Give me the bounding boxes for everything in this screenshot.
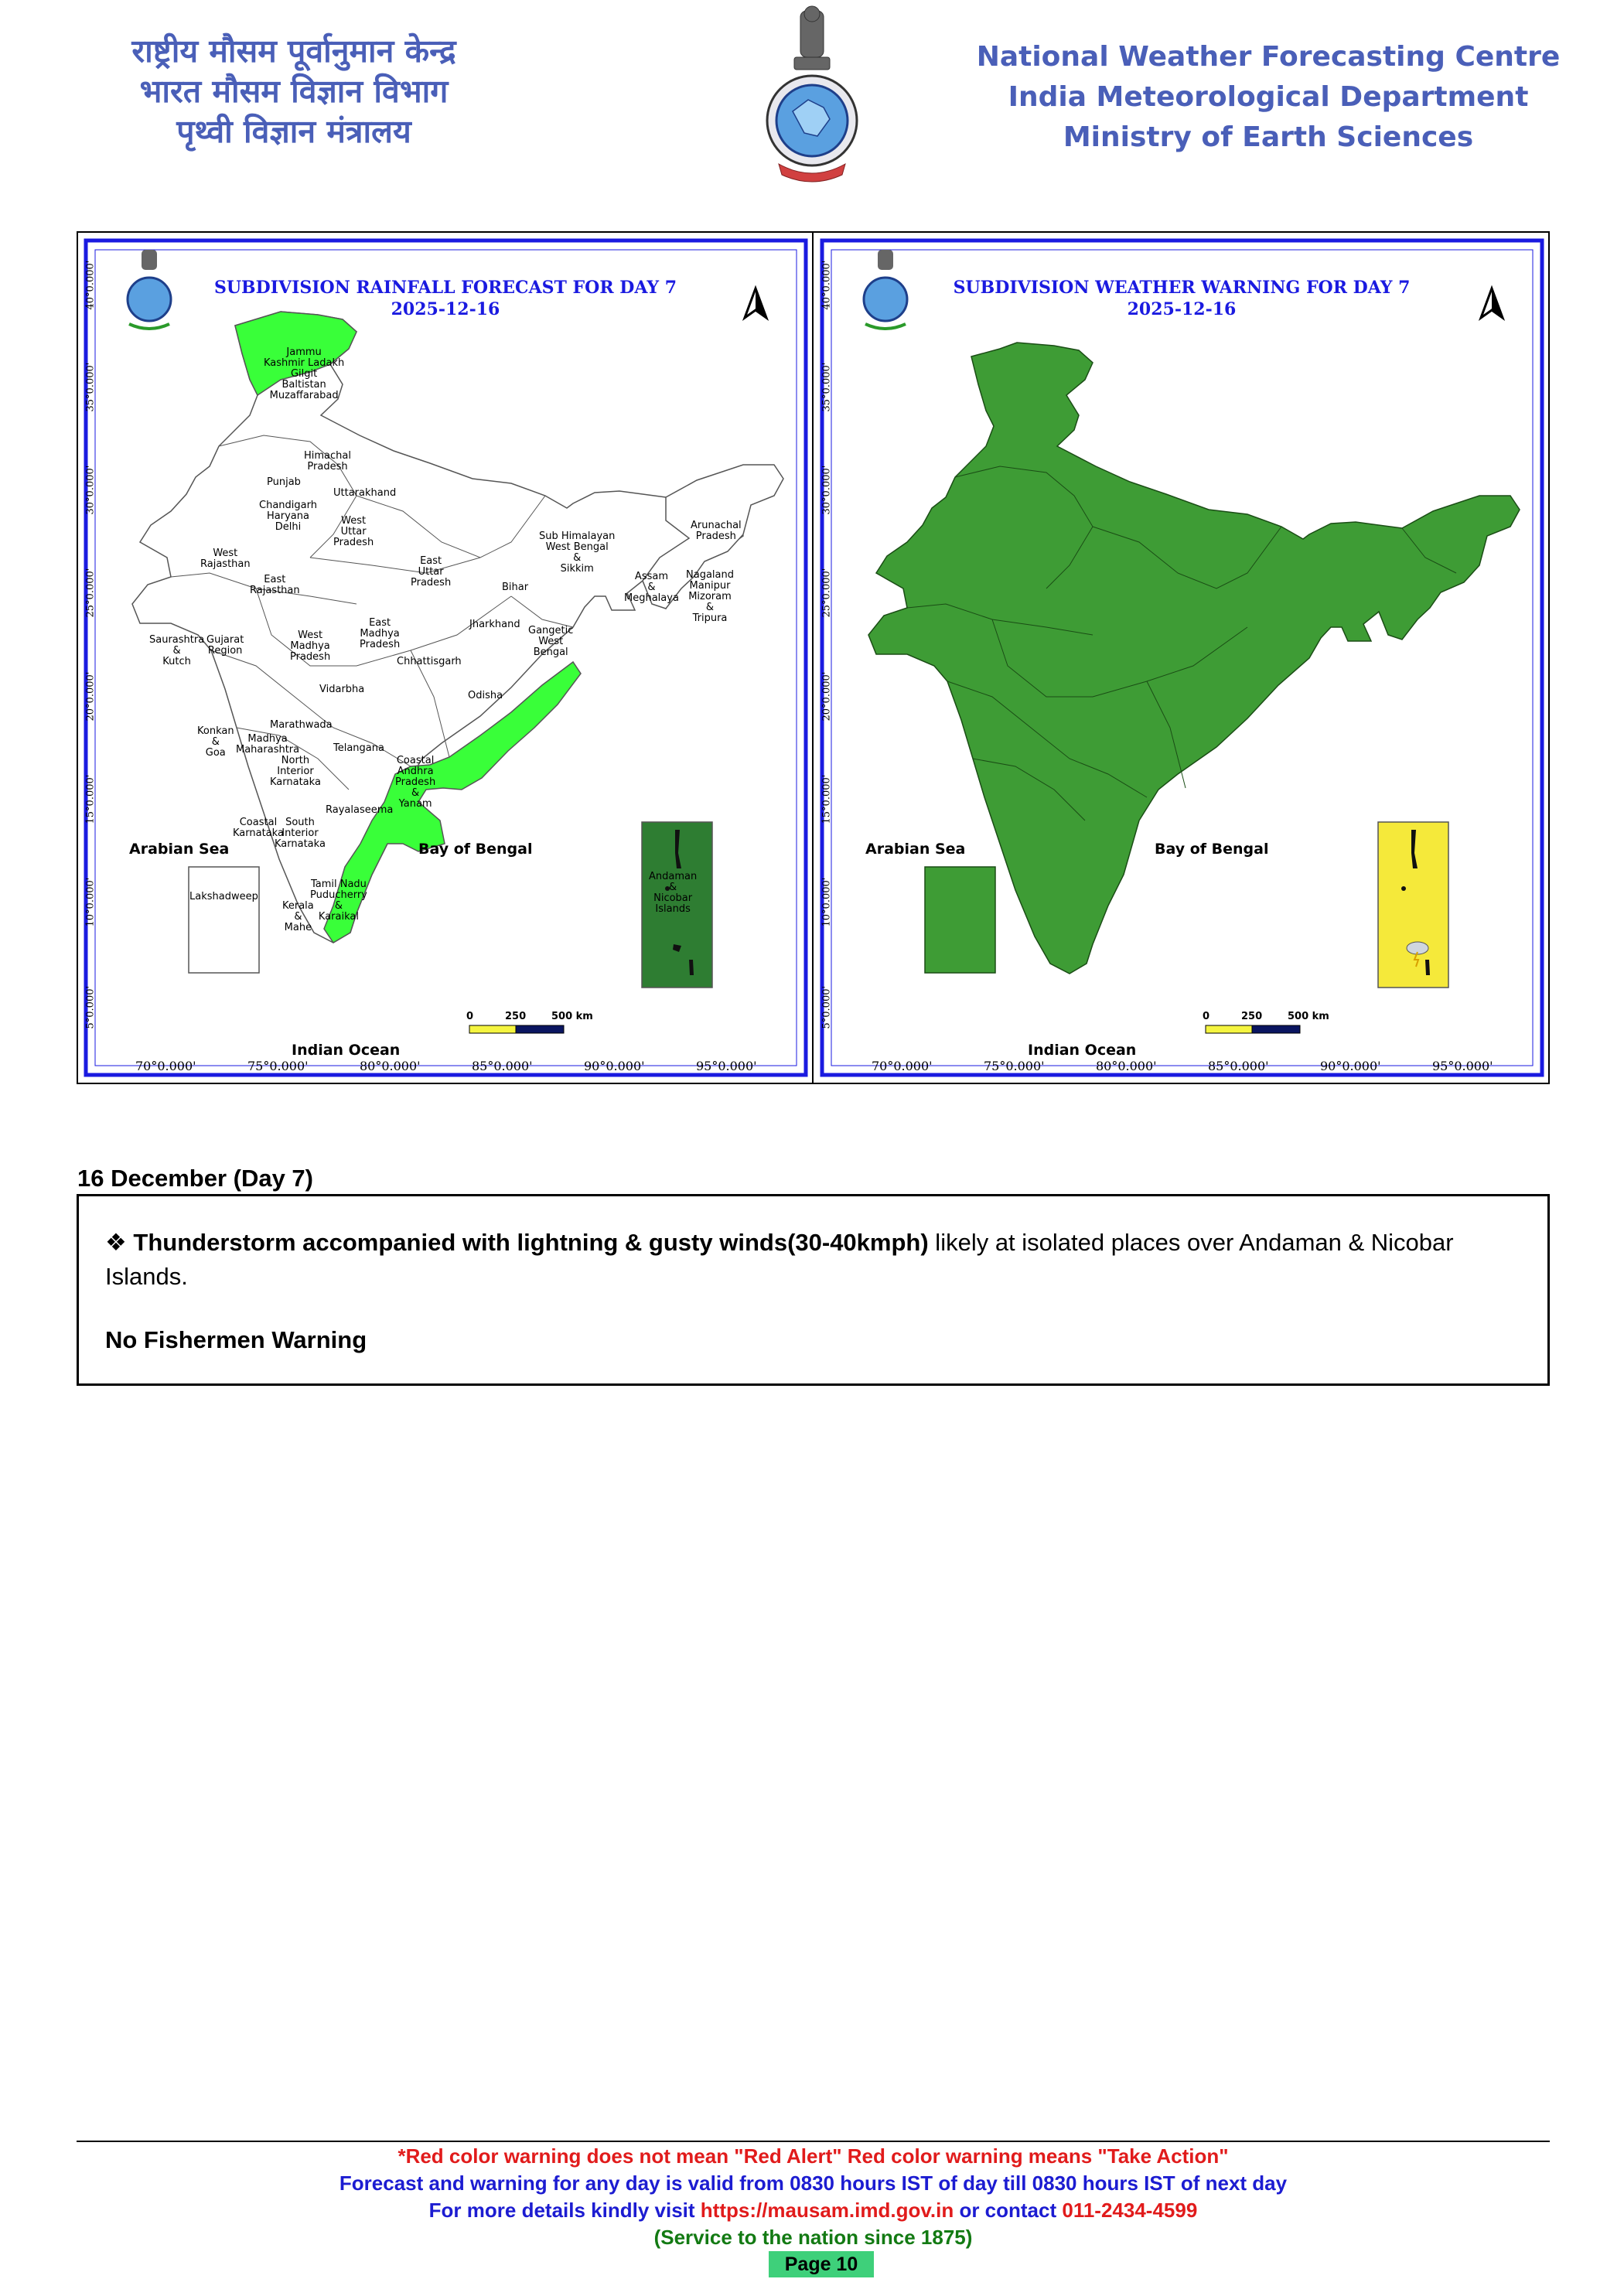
scale-label: 500 km [551, 1011, 593, 1022]
warning-map-panel [814, 233, 1550, 1083]
longitude-label: 85°0.000' [472, 1059, 533, 1073]
map-title [892, 277, 1472, 320]
footer-contact-mid: or contact [954, 2199, 1063, 2222]
map-title [155, 277, 735, 320]
state-label: Arunachal Pradesh [691, 520, 742, 542]
latitude-label: 40°0.000' [84, 260, 97, 310]
state-label: Odisha [468, 690, 503, 701]
state-label: Marathwada [270, 719, 333, 731]
warning-bullet [105, 1226, 1520, 1294]
state-label: North Interior Karnataka [270, 755, 321, 788]
longitude-label: 75°0.000' [984, 1059, 1045, 1073]
longitude-label: 95°0.000' [696, 1059, 757, 1073]
state-label: West Uttar Pradesh [333, 515, 374, 548]
state-label: Andaman & Nicobar Islands [649, 871, 698, 915]
latitude-label: 15°0.000' [821, 774, 833, 824]
state-label: Assam & Meghalaya [624, 571, 679, 604]
longitude-label: 90°0.000' [584, 1059, 645, 1073]
map-date: 2025-12-16 [1127, 299, 1237, 319]
state-label: Himachal Pradesh [304, 450, 351, 473]
state-label: Bihar [502, 582, 529, 593]
sea-label: Arabian Sea [865, 841, 966, 858]
longitude-label: 70°0.000' [135, 1059, 196, 1073]
sea-label: Indian Ocean [292, 1042, 401, 1059]
state-label: Jharkhand [469, 619, 520, 630]
state-label: East Madhya Pradesh [360, 617, 401, 650]
warning-text: likely at isolated places over Andaman & Nicobar Islands. [105, 1229, 1454, 1290]
english-line: India Meteorological Department [1008, 81, 1529, 113]
latitude-label: 10°0.000' [84, 877, 97, 927]
footer-contact [77, 2197, 1550, 2223]
warning-bold-text: Thunderstorm accompanied with lightning & gusty winds(30-40kmph) [133, 1229, 929, 1256]
page-number: Page 10 [769, 2251, 874, 2277]
state-label: Jammu Kashmir Ladakh Gilgit Baltistan Muzaffarabad [264, 346, 345, 401]
state-label: Saurashtra & Kutch [149, 634, 205, 667]
day-heading: 16 December (Day 7) [77, 1165, 313, 1192]
latitude-label: 30°0.000' [821, 465, 833, 515]
sea-label: Bay of Bengal [1155, 841, 1269, 858]
warning-box [77, 1194, 1550, 1386]
english-header [974, 37, 1562, 158]
footer-validity: Forecast and warning for any day is valid from 0830 hours IST of day till 0830 hours IST of next day [339, 2171, 1288, 2195]
state-label: Coastal Karnataka [233, 817, 284, 839]
state-label: Sub Himalayan West Bengal & Sikkim [539, 531, 616, 575]
latitude-label: 35°0.000' [821, 362, 833, 412]
scale-label: 500 km [1288, 1011, 1329, 1022]
phone-number: 011-2434-4599 [1062, 2199, 1198, 2222]
fishermen-warning: No Fishermen Warning [105, 1326, 367, 1353]
sea-label: Indian Ocean [1028, 1042, 1137, 1059]
state-label: Chandigarh Haryana Delhi [259, 500, 317, 533]
state-label: West Madhya Pradesh [290, 629, 331, 663]
rainfall-map-panel [78, 233, 814, 1083]
sea-label: Bay of Bengal [418, 841, 533, 858]
state-label: Tamil Nadu Puducherry & Karaikal [310, 878, 367, 923]
english-line: Ministry of Earth Sciences [1063, 121, 1474, 153]
maps-frame [77, 231, 1550, 1084]
latitude-label: 20°0.000' [821, 671, 833, 722]
state-label: Gujarat Region [206, 634, 244, 657]
map-title-text: SUBDIVISION RAINFALL FORECAST FOR DAY 7 [213, 278, 677, 298]
north-arrow-icon [1481, 288, 1503, 318]
state-label: Telangana [333, 742, 384, 754]
state-label: East Rajasthan [250, 574, 300, 596]
scale-label: 0 [1203, 1011, 1210, 1022]
state-label: Rayalaseema [326, 804, 394, 816]
scale-bar [1206, 1025, 1300, 1033]
state-label: Chhattisgarh [397, 656, 462, 667]
state-label: Gangetic West Bengal [528, 625, 574, 658]
website-link[interactable]: https://mausam.imd.gov.in [700, 2199, 954, 2222]
state-label: Uttarakhand [333, 487, 397, 499]
footer-service: (Service to the nation since 1875) [653, 2226, 973, 2249]
latitude-label: 40°0.000' [821, 260, 833, 310]
scale-label: 250 [1241, 1011, 1263, 1022]
longitude-label: 80°0.000' [360, 1059, 421, 1073]
footer-contact-prefix: For more details kindly visit [428, 2199, 701, 2222]
longitude-label: 80°0.000' [1096, 1059, 1157, 1073]
hindi-line: भारत मौसम विज्ञान विभाग [139, 73, 449, 110]
latitude-label: 30°0.000' [84, 465, 97, 515]
footer-red-note: *Red color warning does not mean "Red Alert" Red color warning means "Take Action" [397, 2144, 1229, 2168]
state-label: Konkan & Goa [197, 725, 234, 759]
longitude-label: 85°0.000' [1208, 1059, 1269, 1073]
latitude-label: 20°0.000' [84, 671, 97, 722]
north-arrow-icon [745, 288, 766, 318]
state-label: Nagaland Manipur Mizoram & Tripura [686, 569, 734, 624]
map-title-text: SUBDIVISION WEATHER WARNING FOR DAY 7 [953, 278, 1411, 298]
imd-emblem [762, 3, 862, 186]
longitude-label: 90°0.000' [1320, 1059, 1381, 1073]
hindi-header [77, 31, 510, 152]
latitude-label: 25°0.000' [821, 568, 833, 618]
english-line: National Weather Forecasting Centre [976, 41, 1561, 73]
longitude-label: 70°0.000' [872, 1059, 933, 1073]
state-label: West Rajasthan [200, 548, 251, 570]
latitude-label: 25°0.000' [84, 568, 97, 618]
warning-map [814, 233, 1550, 1083]
state-label: Madhya Maharashtra [236, 733, 300, 756]
state-label: Kerala & Mahe [282, 900, 314, 933]
sea-label: Arabian Sea [129, 841, 230, 858]
longitude-label: 95°0.000' [1432, 1059, 1493, 1073]
state-label: East Uttar Pradesh [411, 555, 452, 588]
scale-bar [469, 1025, 564, 1033]
latitude-label: 35°0.000' [84, 362, 97, 412]
scale-label: 250 [505, 1011, 527, 1022]
state-label: Lakshadweep [189, 891, 258, 902]
state-label: Vidarbha [319, 684, 365, 695]
longitude-label: 75°0.000' [247, 1059, 309, 1073]
state-label: South Interior Karnataka [275, 817, 326, 850]
scale-label: 0 [466, 1011, 474, 1022]
state-label: Coastal Andhra Pradesh & Yanam [395, 755, 436, 810]
hindi-line: पृथ्वी विज्ञान मंत्रालय [176, 113, 411, 150]
state-label: Punjab [267, 476, 301, 488]
footer-divider [77, 2141, 1550, 2142]
bullet-icon: ❖ [105, 1229, 127, 1256]
latitude-label: 5°0.000' [821, 985, 833, 1029]
map-date: 2025-12-16 [391, 299, 500, 319]
latitude-label: 15°0.000' [84, 774, 97, 824]
latitude-label: 5°0.000' [84, 985, 97, 1029]
hindi-line: राष्ट्रीय मौसम पूर्वानुमान केन्द्र [131, 32, 456, 70]
latitude-label: 10°0.000' [821, 877, 833, 927]
